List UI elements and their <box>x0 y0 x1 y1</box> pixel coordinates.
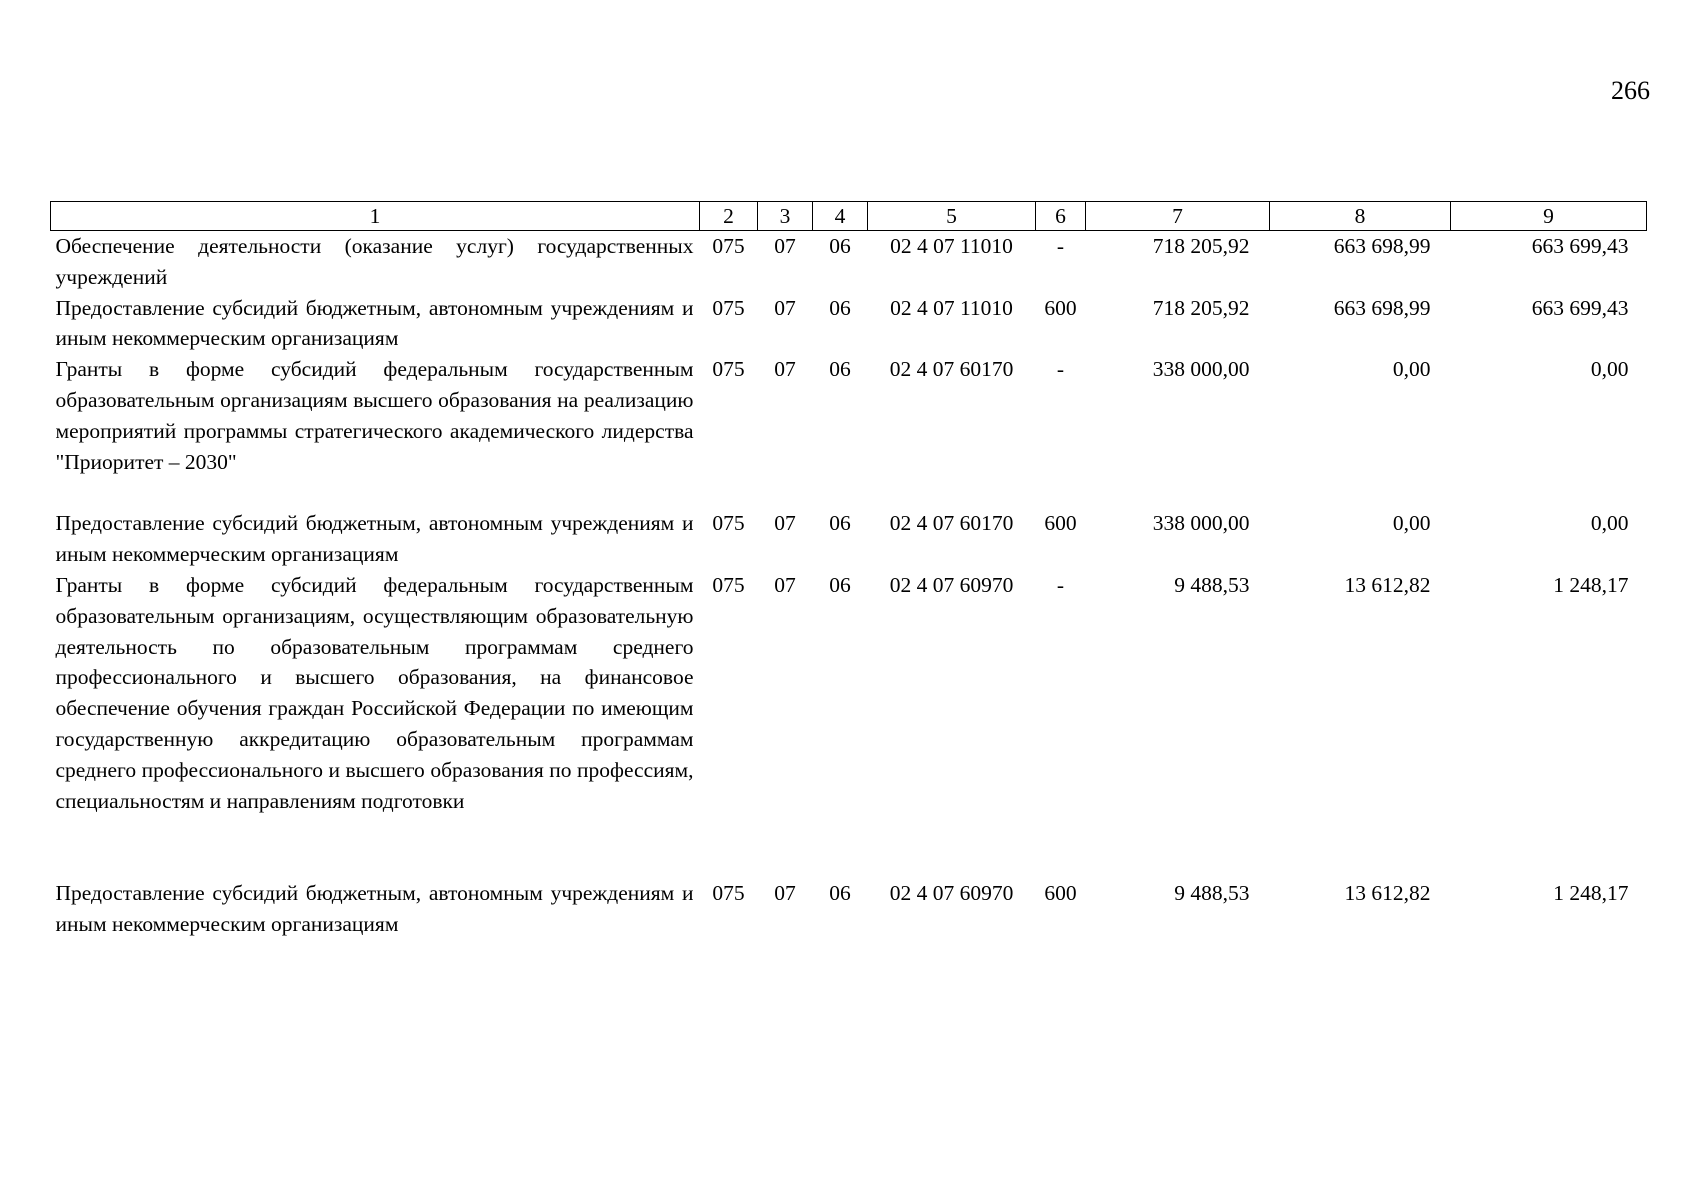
row-ministry-code: 075 <box>712 881 745 906</box>
row-section-code: 07 <box>774 357 796 382</box>
row-name: Предоставление субсидий бюджетным, автономным учреждениям и иным некоммерческим организациям <box>55 511 694 567</box>
row-amount-col7: 338 000,00 <box>1152 357 1250 382</box>
row-spacer <box>51 816 1647 878</box>
spacer-cell <box>51 816 1647 878</box>
row-name: Гранты в форме субсидий федеральным государственным образовательным организациям, осуществляющим образовательную деятельность по образовательным программам среднего профессионального и высшего образования, на финансовое обеспечение обучения граждан Российской Федерации по имеющим государственную аккредитацию образовательным программам среднего профессионального и высшего образования по профессиям, специальностям и направлениям подготовки <box>55 572 694 813</box>
row-section-code: 07 <box>774 511 796 536</box>
row-ministry-code: 075 <box>712 234 745 258</box>
column-header-1: 1 <box>51 202 700 231</box>
table-row <box>51 293 1647 355</box>
table-row <box>51 570 1647 816</box>
table-row <box>51 231 1647 293</box>
column-header-9: 9 <box>1451 202 1647 231</box>
row-expense-type: 600 <box>1044 881 1077 906</box>
row-name: Предоставление субсидий бюджетным, автономным учреждениям и иным некоммерческим организациям <box>55 881 694 937</box>
table-body <box>51 231 1647 940</box>
row-expense-type: 600 <box>1044 295 1077 320</box>
row-expense-type: - <box>1056 357 1065 382</box>
column-header-7: 7 <box>1086 202 1270 231</box>
row-expense-type: 600 <box>1044 511 1077 536</box>
row-amount-col7: 718 205,92 <box>1152 295 1250 320</box>
row-amount-col7: 9 488,53 <box>1174 572 1250 597</box>
row-subsection-code: 06 <box>829 881 851 906</box>
column-number-row <box>51 202 1647 231</box>
row-target-article: 02 4 07 11010 <box>890 234 1013 258</box>
table-row <box>51 354 1647 477</box>
row-subsection-code: 06 <box>829 357 851 382</box>
row-amount-col7: 718 205,92 <box>1152 234 1250 258</box>
budget-table <box>50 201 1647 940</box>
row-amount-col9: 1 248,17 <box>1553 572 1629 597</box>
row-ministry-code: 075 <box>712 357 745 382</box>
row-amount-col8: 0,00 <box>1392 511 1431 536</box>
row-expense-type: - <box>1056 572 1065 597</box>
row-subsection-code: 06 <box>829 511 851 536</box>
column-header-3: 3 <box>758 202 813 231</box>
row-amount-col8: 13 612,82 <box>1344 881 1431 906</box>
row-amount-col9: 1 248,17 <box>1553 881 1629 906</box>
row-amount-col7: 9 488,53 <box>1174 881 1250 906</box>
row-target-article: 02 4 07 60170 <box>889 511 1014 536</box>
row-name: Предоставление субсидий бюджетным, автономным учреждениям и иным некоммерческим организациям <box>55 295 694 351</box>
row-amount-col9: 663 699,43 <box>1531 234 1629 258</box>
row-ministry-code: 075 <box>712 511 745 536</box>
row-amount-col9: 0,00 <box>1590 511 1629 536</box>
row-amount-col9: 0,00 <box>1590 357 1629 382</box>
row-target-article: 02 4 07 60970 <box>889 572 1014 597</box>
row-expense-type: - <box>1056 234 1065 258</box>
spacer-cell <box>51 477 1647 508</box>
column-header-4: 4 <box>813 202 868 231</box>
row-section-code: 07 <box>774 234 796 258</box>
row-ministry-code: 075 <box>712 295 745 320</box>
table-header <box>51 202 1647 231</box>
row-amount-col8: 663 698,99 <box>1333 234 1431 258</box>
row-amount-col7: 338 000,00 <box>1152 511 1250 536</box>
row-amount-col9: 663 699,43 <box>1531 295 1629 320</box>
column-header-5: 5 <box>868 202 1036 231</box>
row-target-article: 02 4 07 60170 <box>889 357 1014 382</box>
row-subsection-code: 06 <box>829 234 851 258</box>
row-ministry-code: 075 <box>712 572 745 597</box>
table-row <box>51 878 1647 940</box>
row-target-article: 02 4 07 11010 <box>890 295 1013 320</box>
row-spacer <box>51 477 1647 508</box>
row-amount-col8: 663 698,99 <box>1333 295 1431 320</box>
row-amount-col8: 13 612,82 <box>1344 572 1431 597</box>
row-subsection-code: 06 <box>829 572 851 597</box>
row-name: Гранты в форме субсидий федеральным государственным образовательным организациям высшего образования на реализацию мероприятий программы стратегического академического лидерства "Приоритет – 2030" <box>55 357 694 474</box>
table-row <box>51 508 1647 570</box>
column-header-2: 2 <box>700 202 758 231</box>
row-amount-col8: 0,00 <box>1392 357 1431 382</box>
column-header-6: 6 <box>1036 202 1086 231</box>
row-section-code: 07 <box>774 572 796 597</box>
row-name: Обеспечение деятельности (оказание услуг) государственных учреждений <box>55 234 694 289</box>
page-number: 266 <box>1611 76 1650 105</box>
column-header-8: 8 <box>1270 202 1451 231</box>
row-section-code: 07 <box>774 295 796 320</box>
row-target-article: 02 4 07 60970 <box>889 881 1014 906</box>
row-section-code: 07 <box>774 881 796 906</box>
row-subsection-code: 06 <box>829 295 851 320</box>
